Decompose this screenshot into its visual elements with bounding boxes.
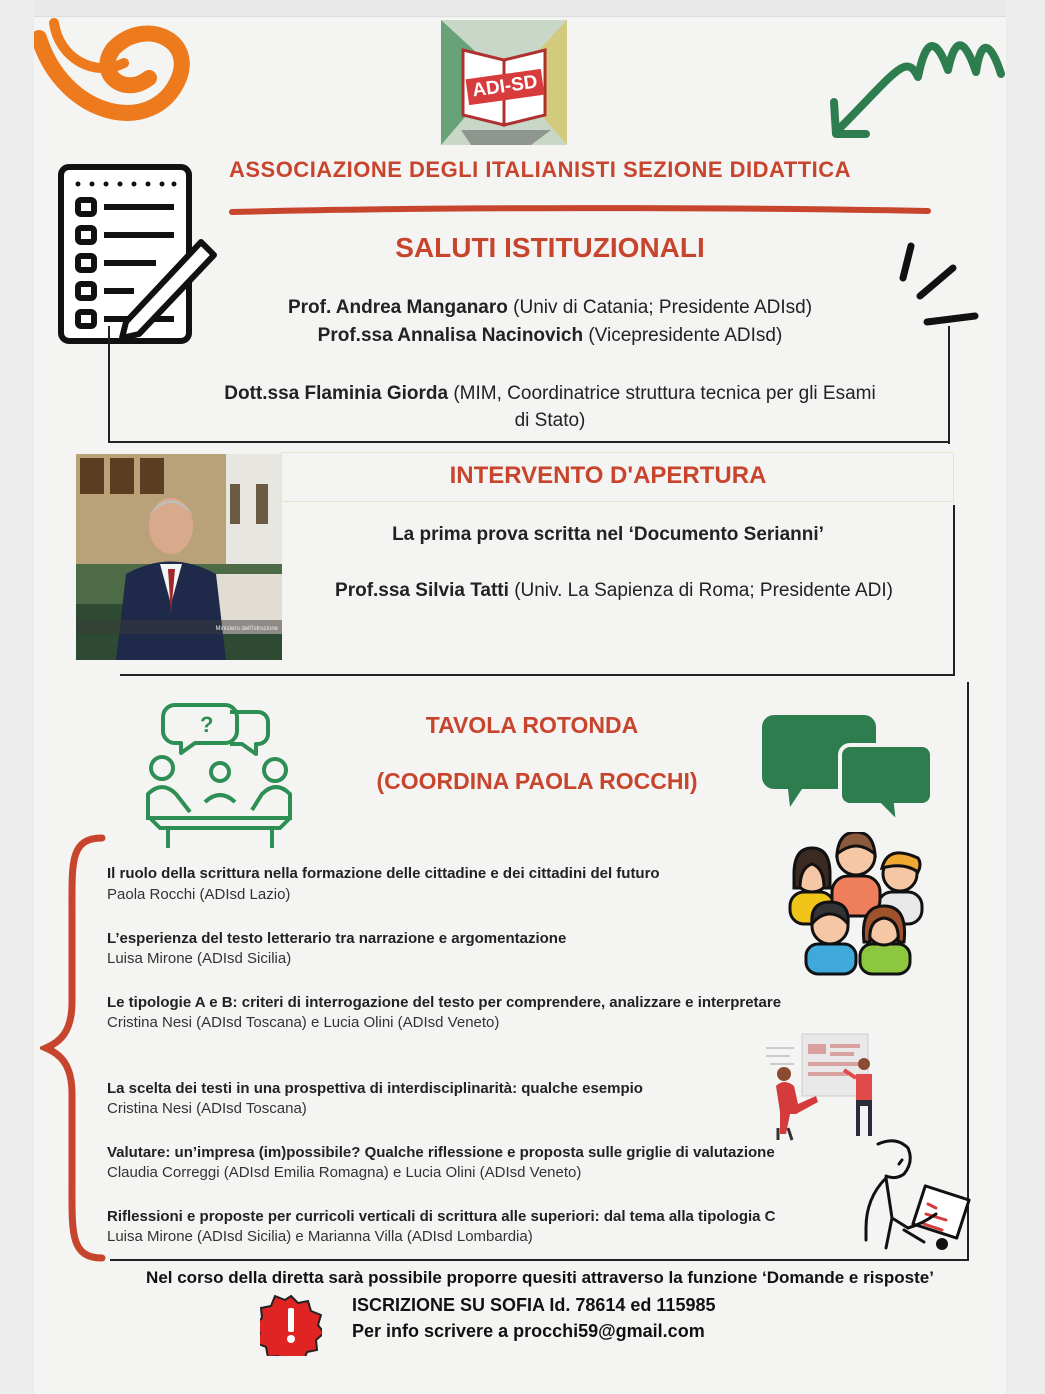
footer-note: Nel corso della diretta sarà possibile proporre quesiti attraverso la funzione ‘Domande e risposte’ [146, 1268, 934, 1287]
logo-text: ADI-SD [466, 69, 545, 105]
saluti-title: SALUTI ISTITUZIONALI [395, 232, 705, 263]
talk-speakers: Claudia Correggi (ADIsd Emilia Romagna) e Lucia Olini (ADIsd Veneto) [107, 1164, 582, 1181]
green-arrow-icon [826, 32, 1006, 142]
saluti-speaker-3 [150, 380, 950, 434]
talk-title: Riflessioni e proposte per curricoli verticali di scrittura alle superiori: dal tema alla tipologia C [107, 1208, 776, 1225]
talk-speakers: Paola Rocchi (ADIsd Lazio) [107, 886, 291, 903]
speaker-name: Prof. Andrea Manganaro [287, 297, 508, 318]
presenter-icon [856, 1134, 980, 1262]
round-table-icon [140, 700, 300, 850]
info-email[interactable]: Per info scrivere a procchi59@gmail.com [352, 1321, 705, 1341]
talk-title: Valutare: un’impresa (im)possibile? Qualche riflessione e proposta sulle griglie di valutazione [107, 1144, 775, 1161]
talk-3 [107, 994, 887, 1031]
speaker-role: (Univ. La Sapienza di Roma; Presidente ADI) [514, 580, 893, 601]
talk-title: L’esperienza del testo letterario tra narrazione e argomentazione [107, 930, 567, 947]
alert-icon [260, 1294, 322, 1356]
talk-speakers: Luisa Mirone (ADIsd Sicilia) [107, 950, 292, 967]
tavola-subtitle: (COORDINA PAOLA ROCCHI) [376, 768, 698, 794]
apertura-title: INTERVENTO D'APERTURA [449, 462, 767, 489]
talk-1 [107, 865, 867, 903]
speaker-role-cont: di Stato) [514, 410, 586, 431]
apertura-topic: La prima prova scritta nel ‘Documento Serianni’ [392, 524, 824, 545]
talk-title: Le tipologie A e B: criteri di interrogazione del testo per comprendere, analizzare e interpretare [107, 994, 782, 1011]
speaker-name: Dott.ssa Flaminia Giorda [224, 383, 449, 404]
talk-speakers: Luisa Mirone (ADIsd Sicilia) e Marianna Villa (ADIsd Lombardia) [107, 1228, 533, 1245]
apertura-title-frame [281, 452, 954, 502]
iscrizione-text: ISCRIZIONE SU SOFIA Id. 78614 ed 115985 [352, 1295, 716, 1315]
orange-swirl-icon [34, 18, 194, 148]
apertura-speaker [282, 580, 946, 602]
red-underline [228, 204, 933, 218]
saluti-speaker-1 [180, 297, 920, 319]
speaker-photo [76, 454, 282, 660]
talk-speakers: Cristina Nesi (ADIsd Toscana) [107, 1100, 307, 1117]
svg-text:?: ? [200, 712, 214, 737]
talk-title: La scelta dei testi in una prospettiva di interdisciplinarità: qualche esempio [107, 1080, 643, 1097]
association-title: ASSOCIAZIONE DEGLI ITALIANISTI SEZIONE DIDATTICA [228, 157, 852, 182]
talk-title: Il ruolo della scrittura nella formazione delle cittadine e dei cittadini del futuro [107, 865, 660, 882]
talk-5 [107, 1144, 867, 1181]
talk-2 [107, 930, 867, 967]
box-line [108, 441, 950, 443]
box-line [948, 326, 950, 444]
talk-6 [107, 1208, 867, 1245]
checklist-icon [56, 162, 220, 348]
speaker-name: Prof.ssa Silvia Tatti [335, 580, 509, 601]
curly-brace [40, 832, 110, 1264]
top-bar [34, 0, 1006, 17]
speaker-role: (MIM, Coordinatrice struttura tecnica per gli Esami [453, 383, 876, 404]
speaker-role: (Univ di Catania; Presidente ADIsd) [513, 297, 813, 318]
speaker-name: Prof.ssa Annalisa Nacinovich [317, 325, 584, 346]
talk-4 [107, 1080, 807, 1117]
box-line [120, 674, 955, 676]
box-line [110, 1259, 969, 1261]
photo-caption: Ministero dell'Istruzione [215, 626, 278, 632]
talk-speakers: Cristina Nesi (ADIsd Toscana) e Lucia Olini (ADIsd Veneto) [107, 1014, 500, 1031]
speech-bubbles-icon [762, 715, 934, 825]
saluti-speaker-2 [180, 325, 920, 347]
people-group-icon [782, 832, 932, 977]
speaker-role: (Vicepresidente ADIsd) [588, 325, 783, 346]
adi-sd-logo [441, 20, 567, 145]
presentation-icon [760, 1030, 890, 1145]
box-line [108, 326, 110, 442]
box-line [953, 505, 955, 675]
tavola-title: TAVOLA ROTONDA [425, 712, 639, 738]
